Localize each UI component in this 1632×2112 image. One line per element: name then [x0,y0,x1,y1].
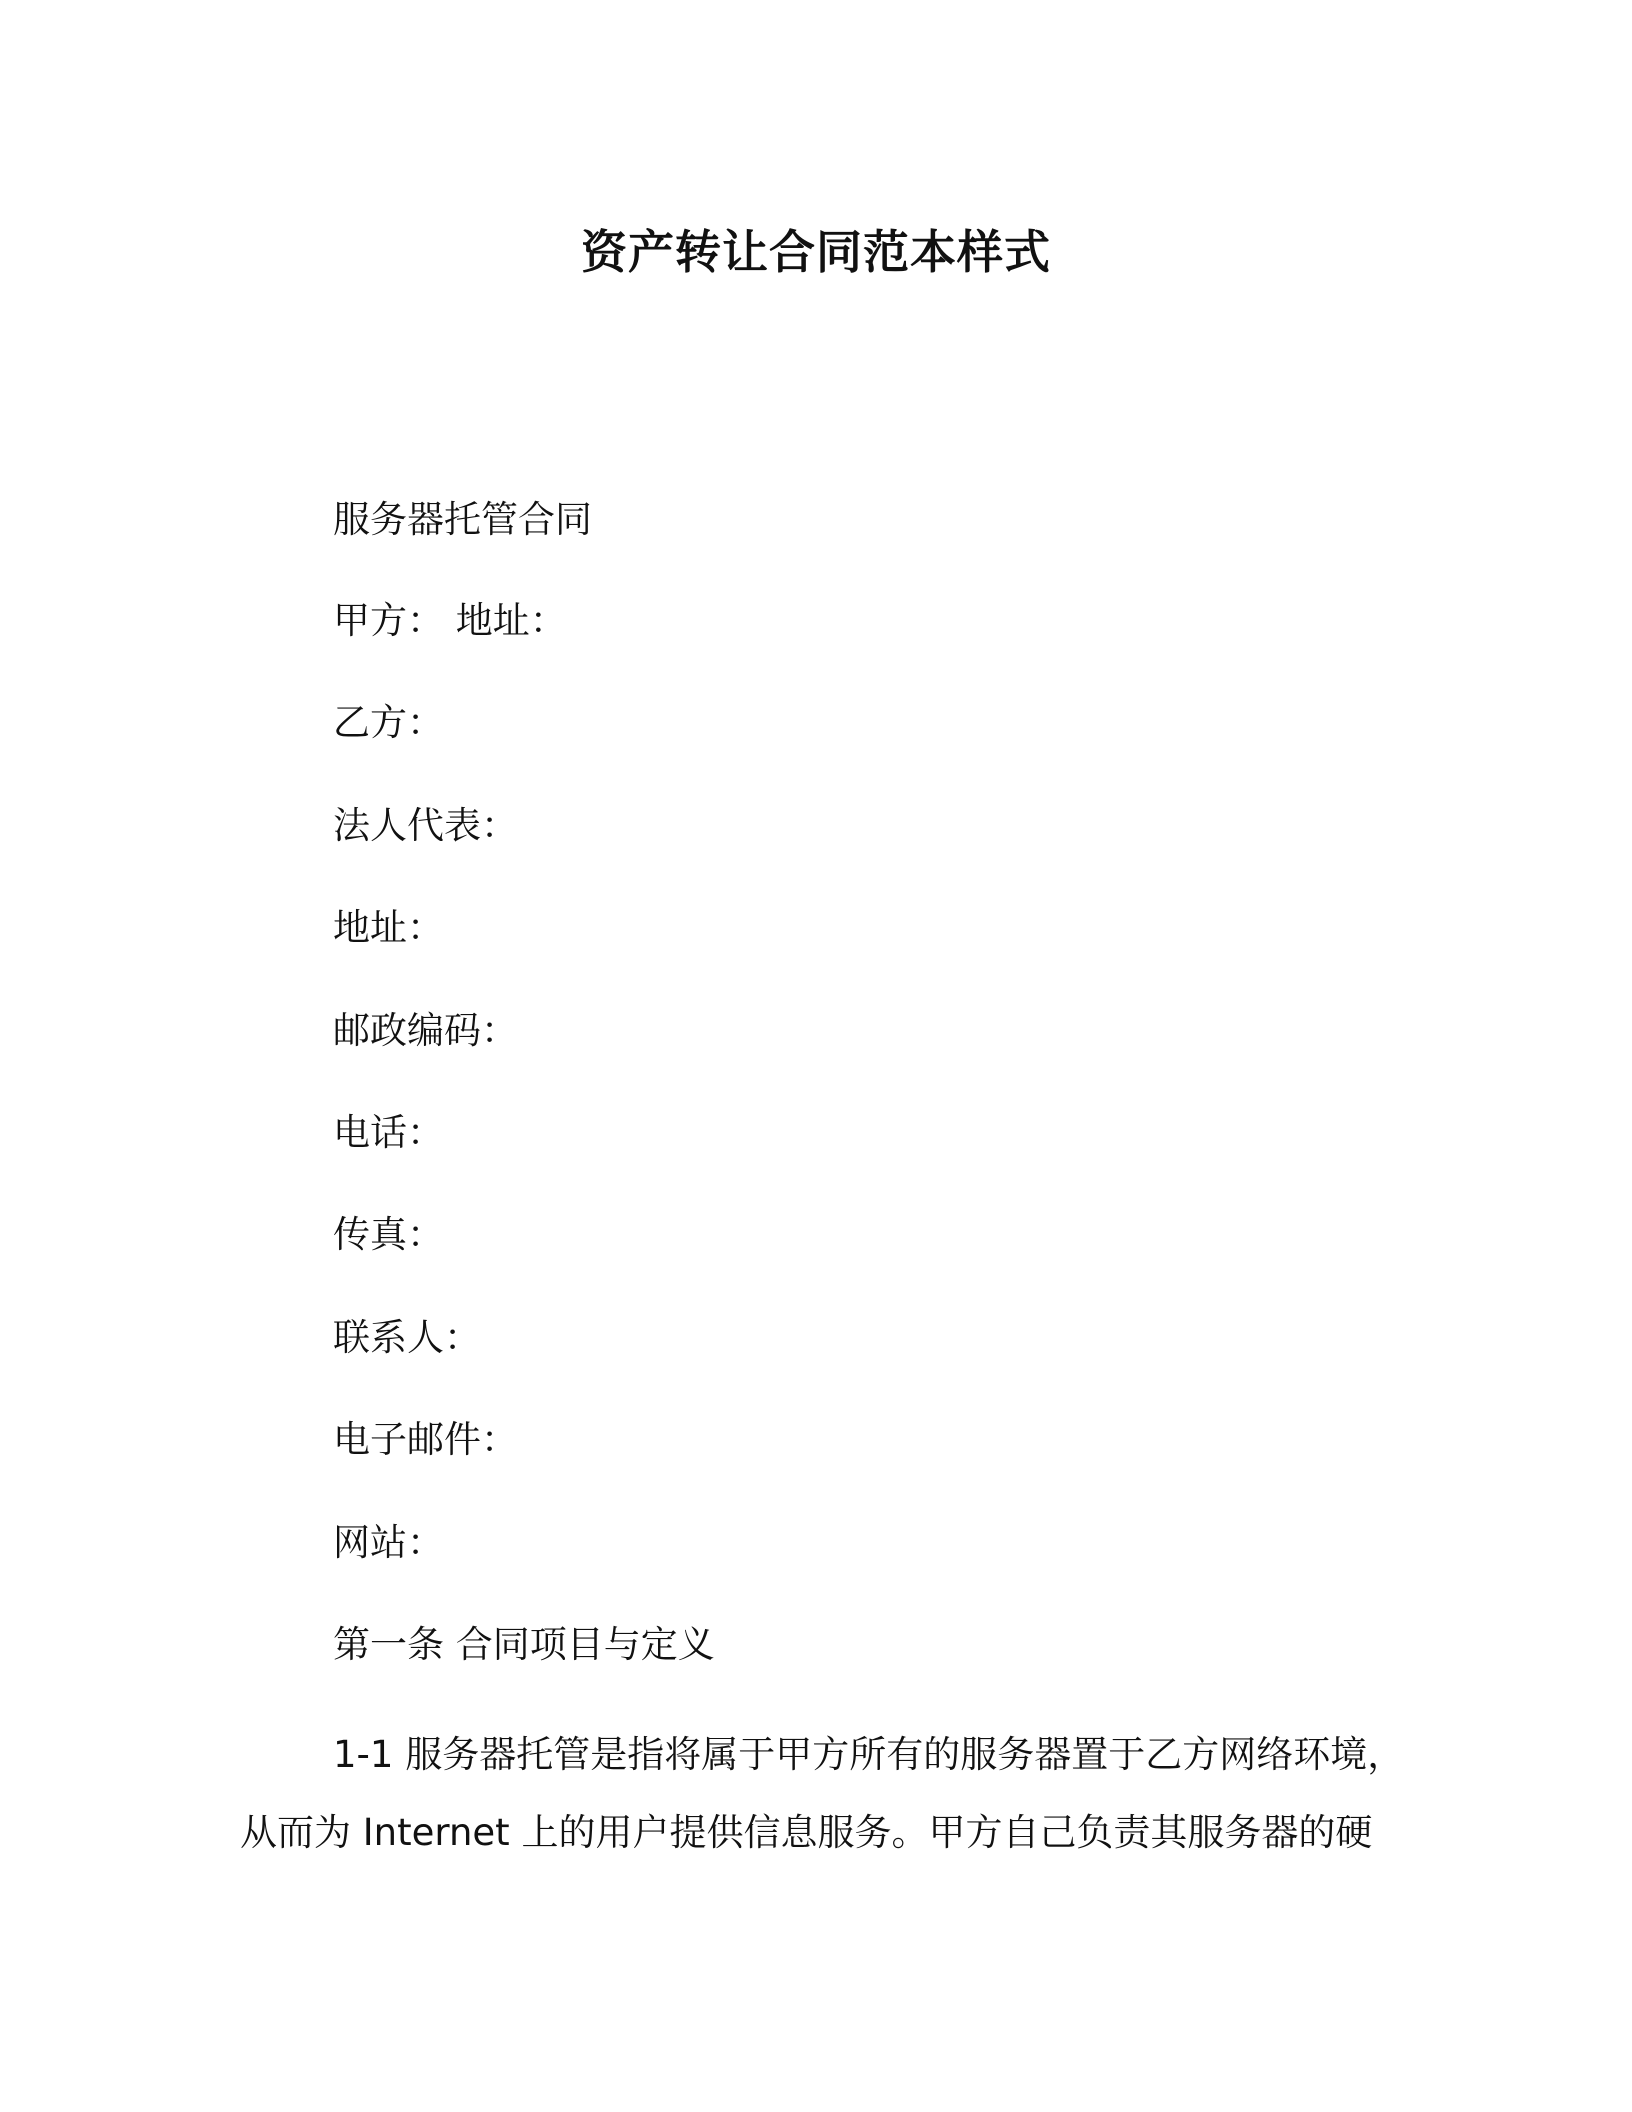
section-heading: 第一条 合同项目与定义 [333,1623,715,1666]
field-postal-code: 邮政编码： [333,1009,518,1052]
field-contact-person: 联系人： [333,1316,481,1359]
field-fax: 传真： [333,1213,444,1256]
field-legal-representative: 法人代表： [333,804,518,847]
document-title: 资产转让合同范本样式 [581,225,1051,279]
field-phone: 电话： [333,1111,444,1154]
field-party-a-address: 甲方： 地址： [333,599,567,642]
field-email: 电子邮件： [333,1418,518,1461]
field-address: 地址： [333,906,444,949]
contract-subtitle: 服务器托管合同 [333,498,592,541]
paragraph-line: 从而为 Internet 上的用户提供信息服务。甲方自己负责其服务器的硬 [240,1811,1373,1854]
field-website: 网站： [333,1521,444,1564]
field-party-b: 乙方： [333,701,444,744]
paragraph-line: 1-1 服务器托管是指将属于甲方所有的服务器置于乙方网络环境， [333,1733,1405,1776]
